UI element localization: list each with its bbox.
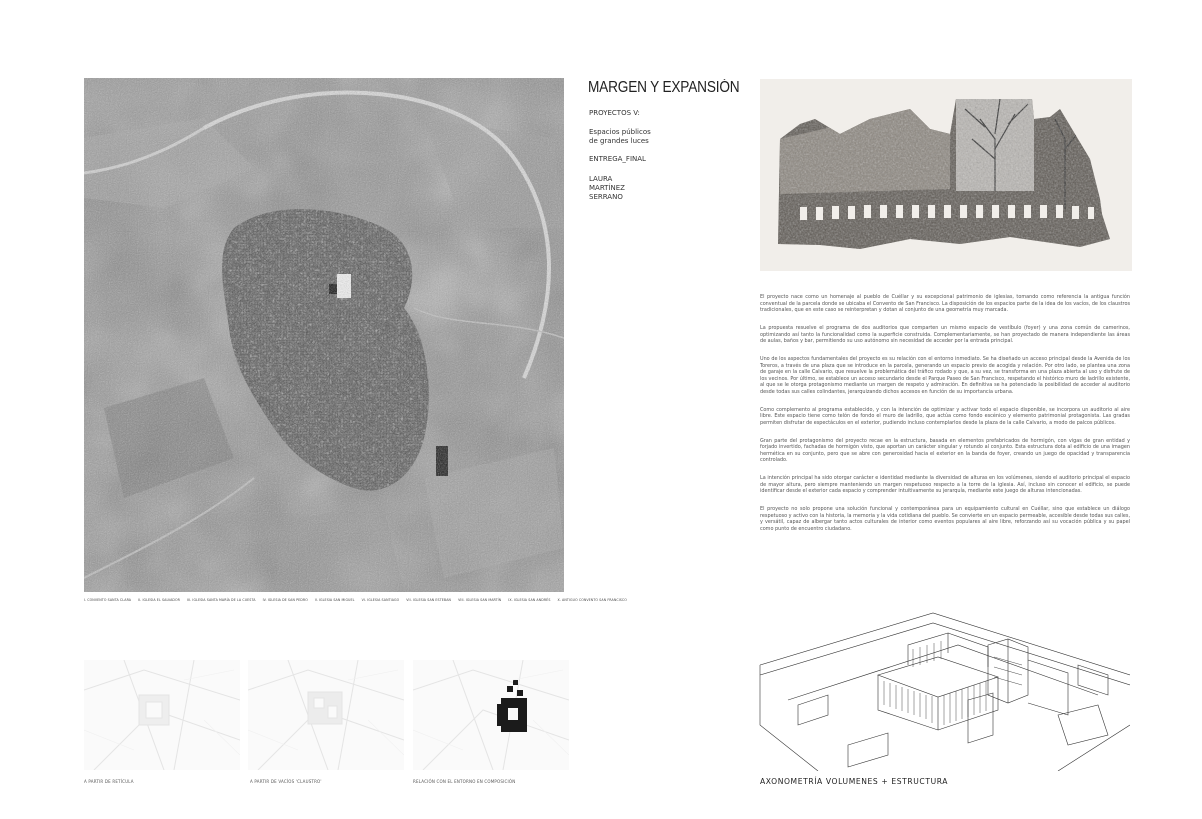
diagram-composition: [413, 660, 569, 770]
map-legend: [84, 598, 627, 610]
legend-item: I. CONVENTO SANTA CLARA: [84, 598, 132, 602]
author-line: SERRANO: [589, 193, 623, 201]
author-line: LAURA: [589, 175, 613, 183]
diagram-grid: [84, 660, 240, 770]
description-paragraph: La propuesta resuelve el programa de dos auditorios que comparten un mismo espacio de vestíbulo (foyer) y una zona común de camerinos, optimizando así tanto la funcionalidad como la superficie construida. Complementariamente, se han proyectado de manera independiente las áreas de aulas, baños y bar, permitiendo su uso autónomo sin necesidad de acceder por la entrada principal.: [760, 324, 1130, 345]
description-paragraph: Uno de los aspectos fundamentales del proyecto es su relación con el entorno inmediato. Se ha diseñado un acceso principal desde la Avenida de los Toreros, a través de una plaza que se introduce en la parcela, generando un espacio previo de acogida y relación. Por otro lado, se plantea una zona de garaje en la calle Calvario, que resuelve la problemática del tráfico rodado y que, a su vez, se transforma en una plaza abierta al uso y disfrute de los vecinos. Por último, se establece un acceso secundario desde el Parque Paseo de San Francisco, respetando el histórico muro de ladrillo existente, al que se le otorga protagonismo mediante un margen de respeto y admiración. En definitiva se ha potenciado la posibilidad de acceder al auditorio desde todas sus calles colindantes, jerarquizando dichos accesos en función de su importancia urbana.: [760, 355, 1130, 395]
legend-item: VIII. IGLESIA SAN MARTÍN: [458, 598, 502, 602]
description-paragraph: Como complemento al programa establecido, y con la intención de optimizar y activar todo el espacio disponible, se incorpora un auditorio al aire libre. Este espacio tiene como telón de fondo el muro de ladrillo, que actúa como fondo escénico y elemento patrimonial protagonista. Las gradas permiten disfrutar de espectáculos en el exterior, pudiendo incluso contemplarlos desde la plaza de la calle Calvario, a modo de palcos públicos.: [760, 406, 1130, 426]
legend-item: X. ANTIGUO CONVENTO SAN FRANCISCO: [557, 598, 627, 602]
legend-item: IV. IGLESIA DE SAN PEDRO: [262, 598, 308, 602]
author-line: MARTÍNEZ: [589, 184, 625, 192]
author-label: [589, 175, 709, 202]
legend-item: IX. IGLESIA SAN ANDRÉS: [508, 598, 551, 602]
description-paragraph: El proyecto nace como un homenaje al pueblo de Cuéllar y su excepcional patrimonio de iglesias, tomando como referencia la antigua función conventual de la parcela donde se ubicaba el Convento de San Francisco. La disposición de los espacios parte de la idea de los vacíos, de los claustros tradicionales, que en este caso se reinterpretan y dotan al conjunto de una geometría muy marcada.: [760, 294, 1130, 314]
axonometry-caption: AXONOMETRÍA VOLUMENES + ESTRUCTURA: [760, 777, 949, 786]
topic-line: Espacios públicos: [589, 128, 651, 136]
delivery-label: ENTREGA_FINAL: [589, 155, 646, 163]
legend-item: II. IGLESIA EL SALVADOR: [138, 598, 180, 602]
legend-item: VII. IGLESIA SAN ESTEBAN: [406, 598, 452, 602]
axonometric-drawing: [758, 605, 1130, 771]
diagram-voids: [248, 660, 404, 770]
topic-label: [589, 128, 709, 146]
legend-item: V. IGLESIA SAN MIGUEL: [314, 598, 355, 602]
page-title: MARGEN Y EXPANSIÓN: [588, 79, 740, 96]
description-paragraph: El proyecto no solo propone una solución funcional y contemporánea para un equipamiento cultural en Cuéllar, sino que establece un diálogo respetuoso y activo con la historia, la memoria y la vida cotidiana del pueblo. Se convierte en un espacio permeable, accesible desde todas sus calles, y versátil, capaz de albergar tanto actos culturales de interior como eventos populares al aire libre, reforzando así su vocación pública y su papel como punto de encuentro ciudadano.: [760, 506, 1130, 532]
legend-item: III. IGLESIA SANTA MARÍA DE LA CUESTA: [186, 598, 256, 602]
diagram-caption: RELACIÓN CON EL ENTORNO EN COMPOSICIÓN: [413, 779, 516, 784]
course-label: PROYECTOS V:: [589, 109, 640, 117]
project-description: [760, 294, 1130, 544]
ruins-photo-collage: [760, 79, 1132, 271]
description-paragraph: La intención principal ha sido otorgar carácter e identidad mediante la diversidad de alturas en los volúmenes, siendo el auditorio principal el espacio de mayor altura, pero siempre manteniendo un margen respetuoso respecto a la torre de la iglesia. Así, incluso sin conocer el edificio, se puede identificar desde el exterior cada espacio y comprender intuitivamente su jerarquía, mediante este juego de alturas intencionadas.: [760, 475, 1130, 495]
aerial-map-image: [84, 78, 564, 592]
description-paragraph: Gran parte del protagonismo del proyecto recae en la estructura, basada en elementos prefabricados de hormigón, con vigas de gran entidad y forjado invertido, fachadas de hormigón visto, que aportan un carácter singular y rotundo al conjunto. Esta estructura dota al edificio de una imagen hermética en su conjunto, pero que se abre con generosidad hacia el exterior en la banda de foyer, creando un juego de opacidad y transparencia controlado.: [760, 437, 1130, 464]
diagram-caption: A PARTIR DE RETÍCULA: [84, 779, 134, 784]
diagram-caption: A PARTIR DE VACÍOS 'CLAUSTRO': [250, 779, 322, 784]
legend-item: VI. IGLESIA SANTIAGO: [361, 598, 400, 602]
topic-line: de grandes luces: [589, 137, 649, 145]
